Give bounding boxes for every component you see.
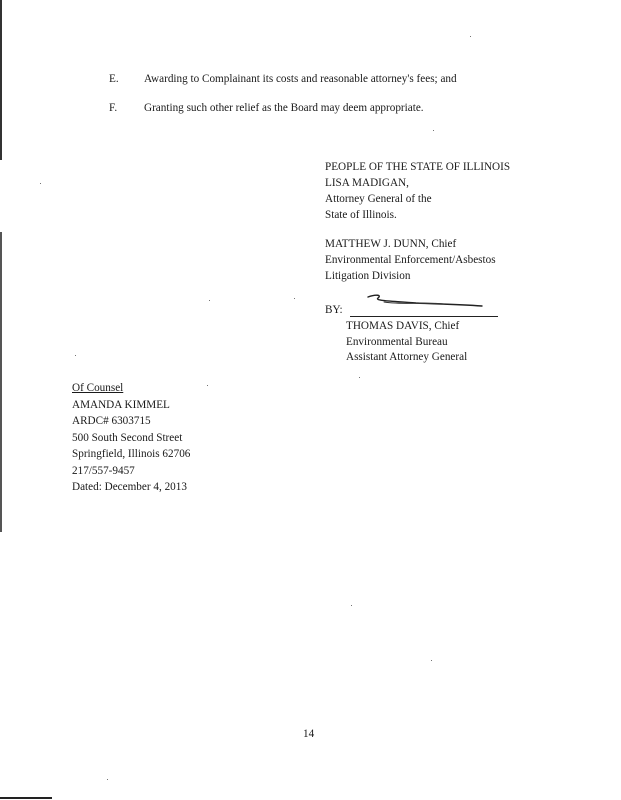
- scan-edge-mark: [0, 232, 2, 532]
- relief-item-letter: F.: [109, 102, 118, 114]
- scan-speck: [359, 377, 360, 378]
- scan-speck: [40, 183, 41, 184]
- signer-title: Assistant Attorney General: [346, 351, 468, 363]
- counsel-phone: 217/557-9457: [72, 464, 135, 477]
- handwritten-signature: [364, 292, 494, 314]
- signer-bureau: Environmental Bureau: [346, 335, 448, 348]
- scan-speck: [433, 130, 434, 131]
- signature-line: [350, 316, 498, 317]
- scan-speck: [470, 36, 471, 37]
- scan-speck: [431, 660, 432, 661]
- party-name: PEOPLE OF THE STATE OF ILLINOIS: [325, 161, 511, 173]
- counsel-ardc: ARDC# 6303715: [72, 415, 151, 427]
- counsel-block: [72, 380, 190, 496]
- counsel-name: AMANDA KIMMEL: [72, 398, 170, 411]
- counsel-city: Springfield, Illinois 62706: [72, 448, 191, 460]
- counsel-date: Dated: December 4, 2013: [72, 481, 187, 493]
- scan-speck: [294, 298, 295, 299]
- attorney-general-name: LISA MADIGAN,: [325, 177, 409, 189]
- attorney-general-title: Attorney General of the: [325, 193, 432, 205]
- scan-edge-mark: [0, 797, 52, 799]
- chief-division-line-2: Litigation Division: [325, 270, 411, 282]
- relief-item-text: Granting such other relief as the Board may deem appropriate.: [144, 102, 424, 114]
- page-number: 14: [303, 728, 315, 740]
- signature-block: [325, 159, 510, 284]
- scan-speck: [209, 300, 210, 301]
- signer-name: THOMAS DAVIS, Chief: [346, 320, 460, 332]
- chief-division: Environmental Enforcement/Asbestos: [325, 254, 496, 266]
- scan-edge-mark: [0, 0, 2, 160]
- relief-item-letter: E.: [109, 73, 119, 85]
- counsel-street: 500 South Second Street: [72, 431, 183, 444]
- scan-speck: [207, 385, 208, 386]
- attorney-general-state: State of Illinois.: [325, 209, 397, 221]
- by-label: BY:: [325, 304, 343, 316]
- chief-name: MATTHEW J. DUNN, Chief: [325, 238, 457, 250]
- scan-speck: [107, 779, 108, 780]
- signer-block: [346, 319, 467, 366]
- relief-item-text: Awarding to Complainant its costs and reasonable attorney's fees; and: [144, 73, 457, 85]
- counsel-heading: Of Counsel: [72, 382, 124, 394]
- scan-speck: [351, 605, 352, 606]
- scan-speck: [75, 355, 76, 356]
